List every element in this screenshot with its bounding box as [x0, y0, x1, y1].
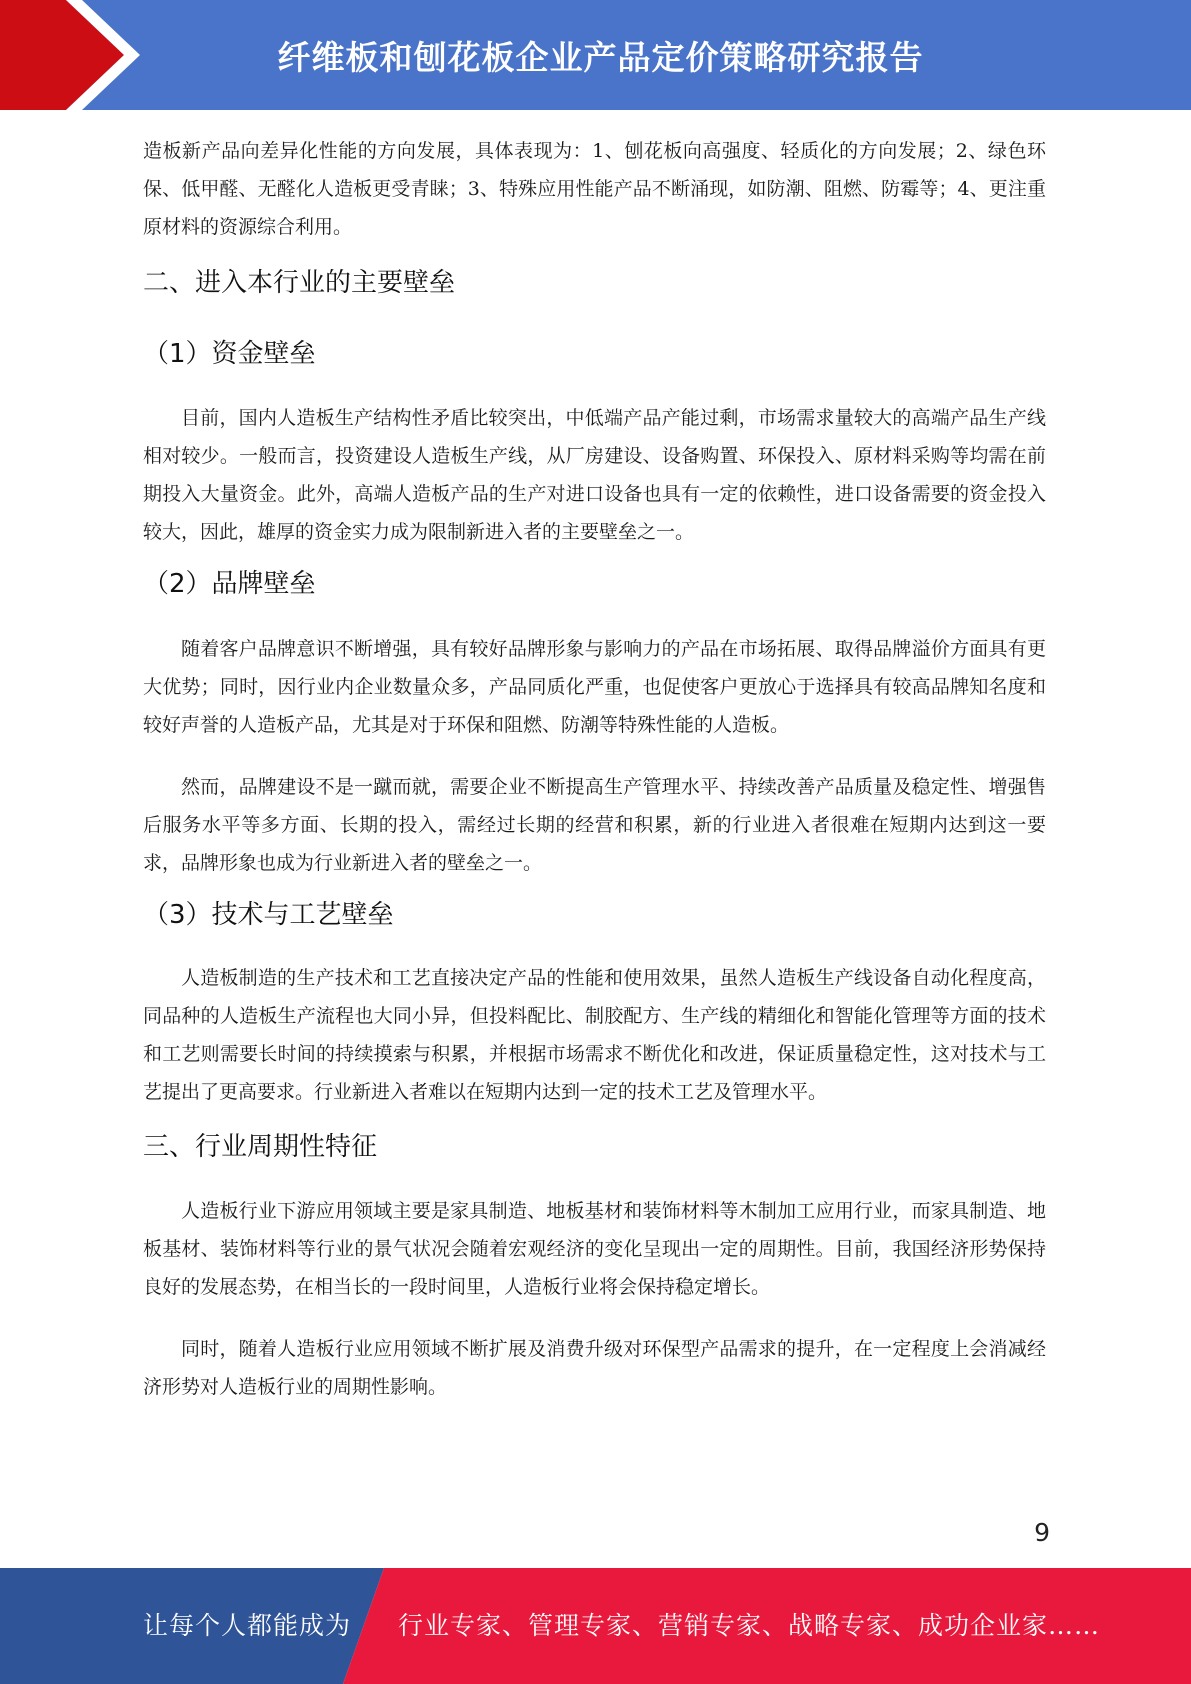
- page-number: 9: [1034, 1518, 1050, 1547]
- subheading-brand-barrier: （2）品牌壁垒: [143, 569, 316, 599]
- cyclicality-paragraph-1: 人造板行业下游应用领域主要是家具制造、地板基材和装饰材料等木制加工应用行业，而家具制造、地板基材、装饰材料等行业的景气状况会随着宏观经济的变化呈现出一定的周期性。目前，我国经济形势保持良好的发展态势，在相当长的一段时间里，人造板行业将会保持稳定增长。: [143, 1200, 1046, 1298]
- tech-barrier-paragraph: 人造板制造的生产技术和工艺直接决定产品的性能和使用效果，虽然人造板生产线设备自动化程度高，同品种的人造板生产流程也大同小异，但投料配比、制胶配方、生产线的精细化和智能化管理等方面的技术和工艺则需要长时间的持续摸索与积累，并根据市场需求不断优化和改进，保证质量稳定性，这对技术与工艺提出了更高要求。行业新进入者难以在短期内达到一定的技术工艺及管理水平。: [143, 967, 1046, 1103]
- intro-paragraph: 造板新产品向差异化性能的方向发展，具体表现为：1、刨花板向高强度、轻质化的方向发展；2、绿色环保、低甲醛、无醛化人造板更受青睐；3、特殊应用性能产品不断涌现，如防潮、阻燃、防霉等；4、更注重原材料的资源综合利用。: [143, 140, 1046, 238]
- cyclicality-paragraph-2: 同时，随着人造板行业应用领域不断扩展及消费升级对环保型产品需求的提升，在一定程度上会消减经济形势对人造板行业的周期性影响。: [143, 1338, 1046, 1398]
- brand-barrier-paragraph-2: 然而，品牌建设不是一蹴而就，需要企业不断提高生产管理水平、持续改善产品质量及稳定性、增强售后服务水平等多方面、长期的投入，需经过长期的经营和积累，新的行业进入者很难在短期内达到这一要求，品牌形象也成为行业新进入者的壁垒之一。: [143, 776, 1046, 874]
- section-heading-cyclicality: 三、行业周期性特征: [143, 1132, 378, 1162]
- report-title: 纤维板和刨花板企业产品定价策略研究报告: [277, 37, 924, 77]
- brand-barrier-paragraph-1: 随着客户品牌意识不断增强，具有较好品牌形象与影响力的产品在市场拓展、取得品牌溢价方面具有更大优势；同时，因行业内企业数量众多，产品同质化严重，也促使客户更放心于选择具有较高品牌知名度和较好声誉的人造板产品，尤其是对于环保和阻燃、防潮等特殊性能的人造板。: [143, 638, 1046, 736]
- footer-slogan-left: 让每个人都能成为: [143, 1611, 352, 1640]
- page-header: [0, 0, 1191, 110]
- header-arrow-icon: [0, 0, 150, 110]
- section-heading-barriers: 二、进入本行业的主要壁垒: [143, 268, 456, 298]
- subheading-tech-barrier: （3）技术与工艺壁垒: [143, 900, 394, 930]
- page-body: [143, 132, 1046, 1406]
- footer-slogan-right: 行业专家、管理专家、营销专家、战略专家、成功企业家……: [398, 1611, 1101, 1640]
- page-footer: [0, 1568, 1191, 1684]
- subheading-capital-barrier: （1）资金壁垒: [143, 339, 316, 369]
- capital-barrier-paragraph: 目前，国内人造板生产结构性矛盾比较突出，中低端产品产能过剩，市场需求量较大的高端产品生产线相对较少。一般而言，投资建设人造板生产线，从厂房建设、设备购置、环保投入、原材料采购等均需在前期投入大量资金。此外，高端人造板产品的生产对进口设备也具有一定的依赖性，进口设备需要的资金投入较大，因此，雄厚的资金实力成为限制新进入者的主要壁垒之一。: [143, 407, 1046, 543]
